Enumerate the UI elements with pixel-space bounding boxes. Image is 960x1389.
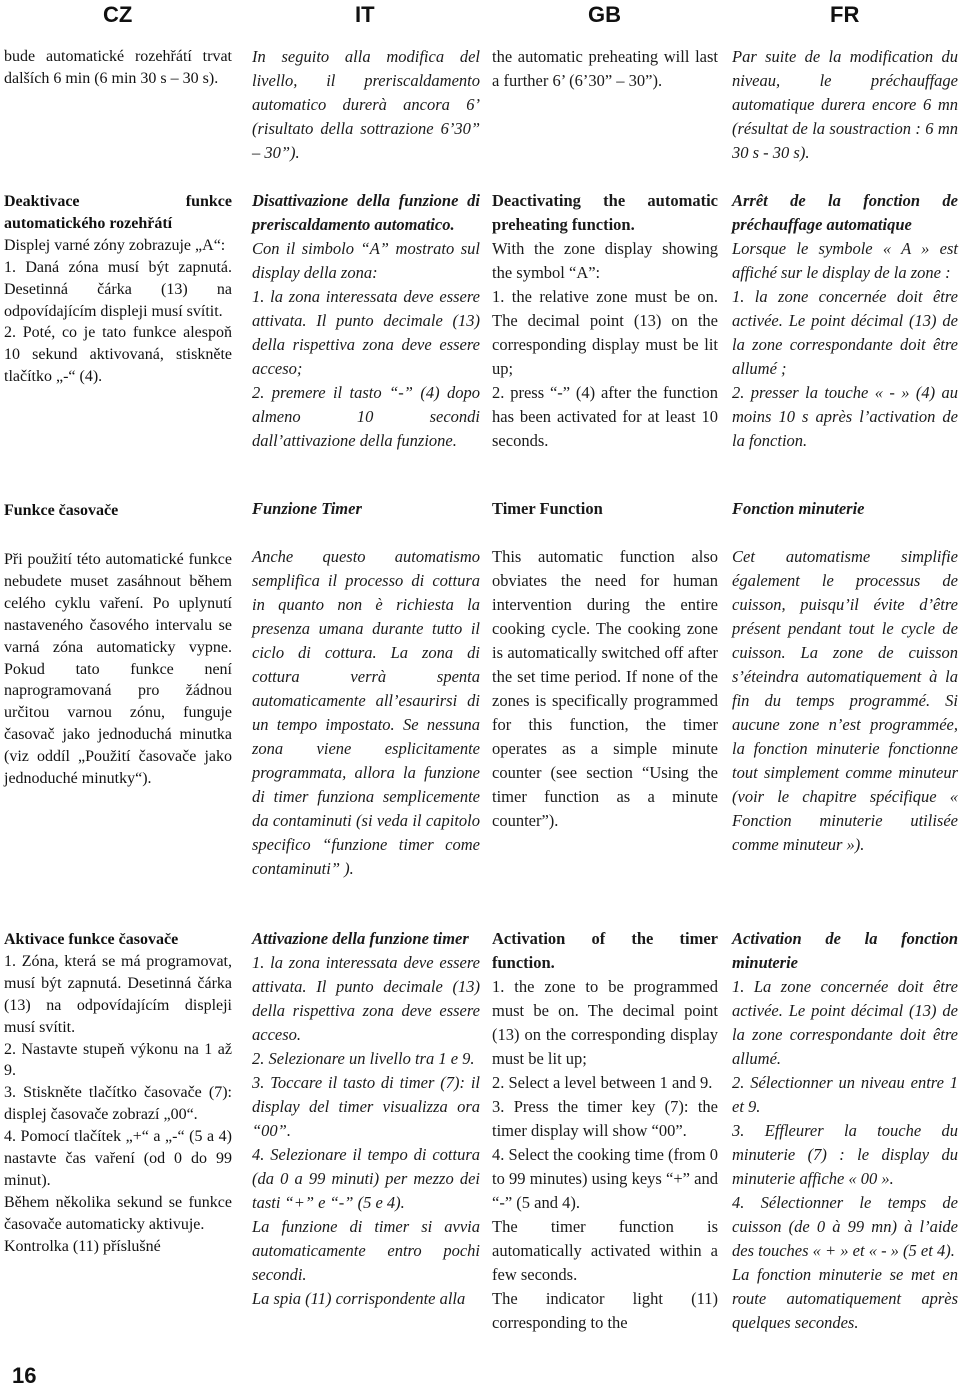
it-deactivation-line: 2. premere il tasto “-” (4) dopo almeno 10 secondi dall’attivazione della funzione. xyxy=(252,383,480,450)
it-deactivation-title: Disattivazione della funzione di preriscaldamento automatico. xyxy=(252,191,480,234)
cz-activation-line: 1. Zóna, která se má programovat, musí být zapnutá. Desetinná čárka (13) na odpovídajícím displeji musí svítit. xyxy=(4,952,232,1036)
cz-activation-line: Během několika sekund se funkce časovače automaticky aktivuje. xyxy=(4,1193,232,1233)
it-deactivation-section xyxy=(252,189,480,453)
it-timer-title: Funzione Timer xyxy=(252,499,362,518)
header-fr: FR xyxy=(830,2,860,27)
it-deactivation-line: 1. la zona interessata deve essere attivata. Il punto decimale (13) della rispettiva zona deve essere acceso; xyxy=(252,287,480,378)
gb-intro-text: the automatic preheating will last a further 6’ (6’30” – 30”). xyxy=(492,47,718,90)
page-number: 16 xyxy=(12,1363,37,1388)
fr-activation-line: 1. La zone concernée doit être activée. Le point décimal (13) de la zone correspondante doit être allumé. xyxy=(732,977,958,1068)
cz-timer-description xyxy=(4,549,232,790)
cz-deactivation-title: Deaktivace funkce automatického rozehřátí xyxy=(4,193,232,232)
gb-deactivation-line: 1. the relative zone must be on. The decimal point (13) on the corresponding display must be lit up; xyxy=(492,287,718,378)
gb-intro xyxy=(492,45,718,93)
header-it: IT xyxy=(355,2,375,27)
it-activation-line: 3. Toccare il tasto di timer (7): il display del timer visualizza ora “00”. xyxy=(252,1073,480,1140)
fr-timer-description-text: Cet automatisme simplifie également le processus de cuisson, puisqu’il évite d’être présent pendant tout le cycle de cuisson. La zone de cuisson s’éteindra automatiquement à la fin du temps programmé. Si aucune zone n’est programmée, la fonction minuterie fonctionne tout simplement comme minuteur (voir le chapitre spécifique « Fonction minuterie utilisée comme minuteur »). xyxy=(732,547,958,854)
cz-timer-description-text: Při použití této automatické funkce nebudete muset zasáhnout během celého cyklu vaření. Po uplynutí nastaveného časového intervalu se varná zóna automaticky vypne. Pokud tato funkce není naprogramovaná pro žádnou určitou varnou zónu, funguje časovač jako jednoduchá minutka (viz oddíl „Použití časovače jako jednoduché minutky“). xyxy=(4,551,232,788)
gb-activation-line: 2. Select a level between 1 and 9. xyxy=(492,1073,713,1092)
fr-intro-text: Par suite de la modification du niveau, le préchauffage automatique durera encore 6 mn (résultat de la soustraction : 6 mn 30 s - 30 s). xyxy=(732,47,958,162)
header-cz: CZ xyxy=(103,2,133,27)
cz-intro xyxy=(4,46,232,90)
cz-timer-title: Funkce časovače xyxy=(4,502,119,519)
cz-timer-heading xyxy=(4,500,232,522)
it-activation-line: 4. Selezionare il tempo di cottura (da 0 a 99 minuti) per mezzo dei tasti “+” e “-” (5 e 4). xyxy=(252,1145,480,1212)
gb-timer-description-text: This automatic function also obviates the need for human intervention during the entire cooking cycle. The cooking zone is automatically switched off after the set time period. If none of the zones is specifically programmed for this function, the timer operates as a simple minute counter (see section “Using the timer function as a minute counter”). xyxy=(492,547,718,830)
it-deactivation-line: Con il simbolo “A” mostrato sul display della zona: xyxy=(252,239,480,282)
fr-activation-section xyxy=(732,927,958,1335)
fr-deactivation-section xyxy=(732,189,958,453)
it-activation-title: Attivazione della funzione timer xyxy=(252,929,469,948)
fr-timer-description xyxy=(732,545,958,857)
cz-activation-line: Kontrolka (11) příslušné xyxy=(4,1237,161,1255)
gb-activation-line: 3. Press the timer key (7): the timer display will show “00”. xyxy=(492,1097,718,1140)
it-intro xyxy=(252,45,480,165)
it-activation-line: 2. Selezionare un livello tra 1 e 9. xyxy=(252,1049,475,1068)
fr-timer-heading xyxy=(732,497,958,521)
gb-timer-title: Timer Function xyxy=(492,499,603,518)
it-activation-line: 1. la zona interessata deve essere attivata. Il punto decimale (13) della rispettiva zona deve essere acceso. xyxy=(252,953,480,1044)
gb-activation-title: Activation of the timer function. xyxy=(492,929,718,972)
gb-activation-line: 4. Select the cooking time (from 0 to 99 minutes) using keys “+” and “-” (5 and 4). xyxy=(492,1145,718,1212)
gb-deactivation-section xyxy=(492,189,718,453)
cz-deactivation-section xyxy=(4,191,232,388)
fr-activation-line: 2. Sélectionner un niveau entre 1 et 9. xyxy=(732,1073,958,1116)
fr-activation-line: 3. Effleurer la touche du minuterie (7) : le display du minuterie affiche « 00 ». xyxy=(732,1121,958,1188)
gb-timer-description xyxy=(492,545,718,833)
gb-activation-line: The timer function is automatically activated within a few seconds. xyxy=(492,1217,718,1284)
cz-intro-text: bude automatické rozehřátí trvat dalších 6 min (6 min 30 s – 30 s). xyxy=(4,48,232,87)
cz-activation-section xyxy=(4,929,232,1258)
it-activation-line: La funzione di timer si avvia automaticamente entro pochi secondi. xyxy=(252,1217,480,1284)
fr-activation-title: Activation de la fonction minuterie xyxy=(732,929,958,972)
it-intro-text: In seguito alla modifica del livello, il preriscaldamento automatico durerà ancora 6’ (risultato della sottrazione 6’30” – 30”). xyxy=(252,47,480,162)
gb-timer-heading xyxy=(492,497,718,521)
header-gb: GB xyxy=(588,2,621,27)
fr-deactivation-line: 2. presser la touche « - » (4) au moins 10 s après l’activation de la fonction. xyxy=(732,383,958,450)
cz-activation-title: Aktivace funkce časovače xyxy=(4,931,179,948)
cz-deactivation-line: 1. Daná zóna musí být zapnutá. Desetinná čárka (13) na odpovídajícím displeji musí svítit. xyxy=(4,258,232,320)
gb-deactivation-line: With the zone display showing the symbol “A”: xyxy=(492,239,718,282)
it-activation-section xyxy=(252,927,480,1311)
it-timer-heading xyxy=(252,497,480,521)
fr-timer-title: Fonction minuterie xyxy=(732,499,865,518)
gb-activation-line: The indicator light (11) corresponding to the xyxy=(492,1289,718,1332)
gb-deactivation-line: 2. press “-” (4) after the function has been activated for at least 10 seconds. xyxy=(492,383,718,450)
cz-activation-line: 3. Stiskněte tlačítko časovače (7): displej časovače zobrazí „00“. xyxy=(4,1084,232,1124)
it-activation-line: La spia (11) corrispondente alla xyxy=(252,1289,466,1308)
cz-activation-line: 2. Nastavte stupeň výkonu na 1 až 9. xyxy=(4,1040,232,1080)
fr-deactivation-line: 1. la zone concernée doit être activée. Le point décimal (13) de la zone correspondante doit être allumé ; xyxy=(732,287,958,378)
cz-deactivation-line: Displej varné zóny zobrazuje „A“: xyxy=(4,236,226,254)
fr-intro xyxy=(732,45,958,165)
fr-activation-line: La fonction minuterie se met en route automatiquement après quelques secondes. xyxy=(732,1265,958,1332)
fr-deactivation-line: Lorsque le symbole « A » est affiché sur le display de la zone : xyxy=(732,239,958,282)
it-timer-description xyxy=(252,545,480,881)
cz-deactivation-line: 2. Poté, co je tato funkce alespoň 10 sekund aktivovaná, stiskněte tlačítko „-“ (4). xyxy=(4,324,232,386)
gb-activation-line: 1. the zone to be programmed must be on. The decimal point (13) on the corresponding display must be lit up; xyxy=(492,977,718,1068)
cz-activation-line: 4. Pomocí tlačítek „+“ a „-“ (5 a 4) nastavte čas vaření (od 0 do 99 minut). xyxy=(4,1128,232,1189)
it-timer-description-text: Anche questo automatismo semplifica il processo di cottura in quanto non è richiesta la presenza umana durante tutto il ciclo di cottura. La zona di cottura verrà spenta automaticamente all’esaurirsi di un tempo impostato. Se nessuna zona viene esplicitamente programmata, allora la funzione di timer funziona semplicemente da contaminuti (si veda il capitolo specifico “funzione timer come contaminuti” ). xyxy=(252,547,480,878)
fr-activation-line: 4. Sélectionner le temps de cuisson (de 0 à 99 mn) à l’aide des touches « + » et « - » (5 et 4). xyxy=(732,1193,958,1260)
gb-deactivation-title: Deactivating the automatic preheating function. xyxy=(492,191,718,234)
fr-deactivation-title: Arrêt de la fonction de préchauffage automatique xyxy=(732,191,958,234)
gb-activation-section xyxy=(492,927,718,1335)
